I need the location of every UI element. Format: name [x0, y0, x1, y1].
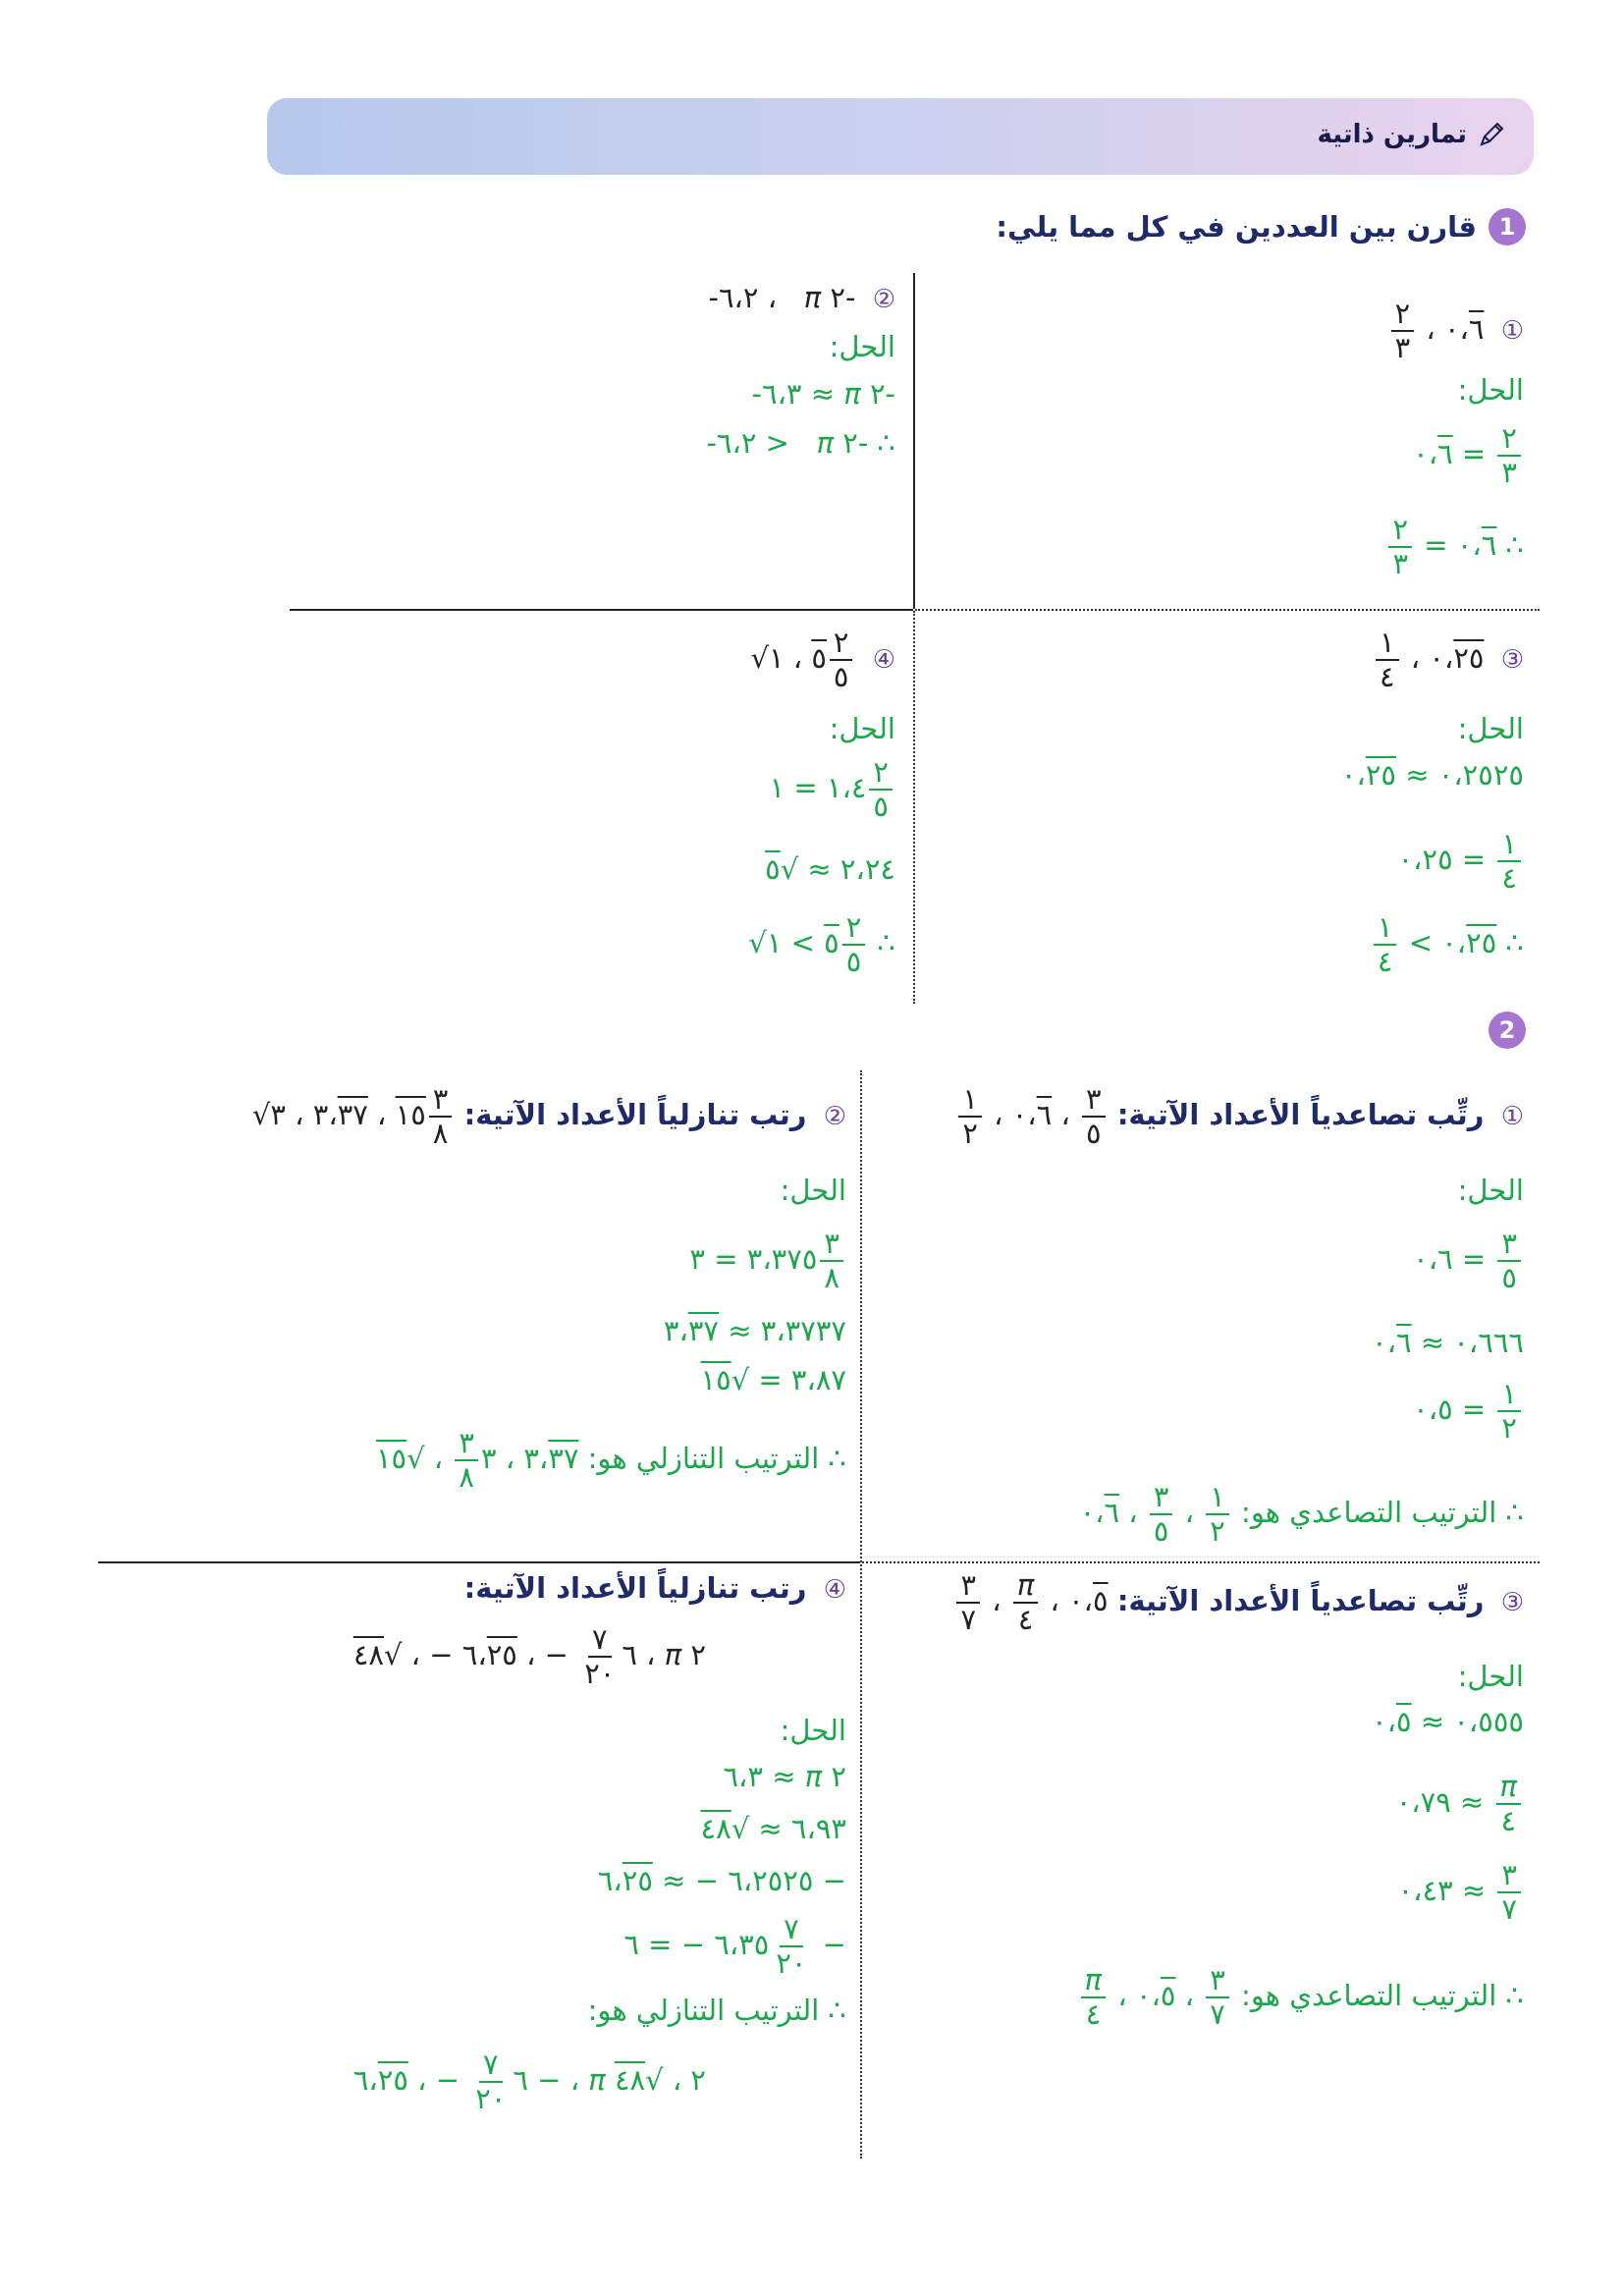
q2-part1-line3: ٠،٥ = $\frac{١}{٢}$: [1413, 1380, 1524, 1443]
q2-part3-result-label: ∴ الترتيب التصاعدي هو:: [1241, 1979, 1524, 2012]
pencil-icon: [1477, 120, 1506, 149]
q1-hline-left: [290, 609, 913, 611]
q2-part2-solution-label: الحل:: [780, 1174, 846, 1207]
q1-part3-solution-label: الحل:: [1457, 712, 1524, 745]
q1-part4-line2: ٢،٢٤ ≈ √٥: [765, 852, 895, 886]
q1-part4-line1: ١،٤ = ١ $\frac{٢}{٥}$: [770, 758, 895, 821]
q1-part1-task-display: $\frac{٢}{٣}$ ، ٠،٦: [1388, 312, 1485, 346]
q2-part3-line3: ٠،٤٣ ≈ $\frac{٣}{٧}$: [1398, 1861, 1524, 1924]
q2-part2-task: ② رتب تنازلياً الأعداد الآتية: √ ١٥ ، ٣،٣٧ ، ٣ $\frac{٣}{٨}$: [243, 1082, 846, 1150]
q2-part3-result: ∴ الترتيب التصاعدي هو: $\frac{\pi}{٤}$ ، ٠،٥ ، $\frac{٣}{٧}$: [1078, 1966, 1524, 2029]
q2-part1-line2: ٠،٦٦٦ ≈ ٠،٦: [1372, 1326, 1524, 1359]
q1-title: قارن بين العددين في كل مما يلي:: [996, 210, 1477, 244]
q1-part2-line2: -٦،٢ > π ٢- ∴: [706, 426, 895, 460]
banner-title-text: تمارين ذاتية: [1317, 120, 1467, 149]
q2-part1-result: ∴ الترتيب التصاعدي هو: ٠،٦ ، $\frac{٣}{٥}$ ، $\frac{١}{٢}$: [1079, 1480, 1524, 1548]
q1-part4-solution-label: الحل:: [829, 712, 895, 745]
q2-part2-line1: ٣،٣٧٥ = ٣ $\frac{٣}{٨}$: [689, 1230, 846, 1292]
q2-part2-result-label: ∴ الترتيب التنازلي هو:: [587, 1442, 846, 1475]
q2-part1-task: ① رتِّب تصاعدياً الأعداد الآتية: $\frac{١}{٢}$ ، ٠،٦ ، $\frac{٣}{٥}$: [947, 1085, 1524, 1148]
q2-vline: [860, 1070, 862, 2159]
q2-part4-task: ٦ $\frac{٧}{٢٠}$ − ، ٦،٢٥ − ، √٤٨ ، π ٢: [352, 1622, 706, 1690]
q1-part1-solution-label: الحل:: [1457, 373, 1524, 407]
q2-part4-marker: ④: [823, 1575, 846, 1605]
q1-part2-marker: ②: [872, 285, 895, 314]
q2-part4-solution-label: الحل:: [780, 1714, 846, 1747]
q1-part1-line1: ٠،٦ = $\frac{٢}{٣}$: [1413, 424, 1524, 487]
q2-part2-line3: ٣،٨٧ = √١٥: [700, 1363, 846, 1396]
q2-number: 2: [1489, 1011, 1526, 1049]
q2-part4-line3: ٦،٢٥٢٥ − ≈ ٦،٢٥ −: [597, 1864, 846, 1897]
section-banner: [267, 98, 1534, 175]
q2-part4-line4: ٦،٣٥ − = ٦ $\frac{٧}{٢٠}$ −: [623, 1912, 846, 1980]
q2-part3-task: ③ رتِّب تصاعدياً الأعداد الآتية: $\frac{٣}{٧}$ ، $\frac{\pi}{٤}$ ، ٠،٥: [945, 1571, 1524, 1634]
q2-part1-title: رتِّب تصاعدياً الأعداد الآتية:: [1116, 1098, 1485, 1131]
q2-hline-left: [98, 1561, 860, 1563]
q1-part2-solution-label: الحل:: [829, 330, 895, 363]
q2-part4-result-label: ∴ الترتيب التنازلي هو:: [587, 1994, 846, 2027]
q1-part3-marker: ③: [1500, 645, 1524, 675]
q1-hline-right: [915, 609, 1540, 611]
q2-part1-line1: ٠،٦ = $\frac{٣}{٥}$: [1413, 1230, 1524, 1292]
banner-title: [1317, 120, 1506, 149]
q2-hline-right: [862, 1561, 1540, 1563]
q1-part1-marker: ①: [1500, 316, 1524, 346]
q1-part2-task: ② -٦،٢ ، π ٢-: [708, 281, 895, 314]
q2-part3-line1: ٠،٥٥٥ ≈ ٠،٥: [1372, 1705, 1524, 1738]
q2-header: [1489, 1011, 1526, 1049]
q1-part3-line1: ٠،٢٥٢٥ ≈ ٠،٢٥: [1340, 758, 1524, 792]
q2-part3-solution-label: الحل:: [1457, 1660, 1524, 1693]
q2-part3-marker: ③: [1500, 1588, 1524, 1617]
q2-part1-solution-label: الحل:: [1457, 1174, 1524, 1207]
q2-part2-result: ∴ الترتيب التنازلي هو: ٣،٣٧ ، ٣ $\frac{٣}{٨}$ ، √١٥: [375, 1426, 846, 1494]
q1-part4-line3: √ ٥ > ١ $\frac{٢}{٥}$ ∴: [748, 910, 895, 978]
q1-part3-line3: $\frac{١}{٤}$ < ٠،٢٥ ∴: [1371, 913, 1524, 976]
q2-part4-result: ٦ $\frac{٧}{٢٠}$ − ، ٦،٢٥ − ، π ٢ ، √٤٨: [352, 2048, 706, 2115]
q1-part1-line2: $\frac{٢}{٣}$ = ٠،٦ ∴: [1385, 516, 1524, 578]
q1-part2-line1: -٦،٣ ≈ π ٢-: [751, 377, 895, 410]
q1-vline-bottom: [913, 611, 915, 1004]
q1-part4-task: ④ √ ٥ ، ١ $\frac{٢}{٥}$: [750, 626, 895, 693]
q1-part1-task: [1388, 297, 1524, 364]
q1-header: [996, 208, 1526, 246]
q2-part4-task-title: [464, 1571, 846, 1605]
q2-part4-line1: ٦،٣ ≈ π ٢: [723, 1760, 846, 1793]
q1-part4-marker: ④: [872, 645, 895, 675]
q2-part1-marker: ①: [1500, 1102, 1524, 1131]
q1-part3-task: ③ $\frac{١}{٤}$ ، ٠،٢٥: [1373, 629, 1524, 691]
q2-part2-line2: ٣،٣٧٣٧ ≈ ٣،٣٧: [663, 1314, 846, 1347]
q2-part4-line2: ٦،٩٣ ≈ √٤٨: [700, 1812, 846, 1845]
q2-part2-marker: ②: [823, 1102, 846, 1131]
q2-part1-result-label: ∴ الترتيب التصاعدي هو:: [1241, 1496, 1524, 1529]
q2-part2-title: رتب تنازلياً الأعداد الآتية:: [463, 1098, 807, 1131]
q1-number: 1: [1489, 208, 1526, 246]
q2-part3-title: رتِّب تصاعدياً الأعداد الآتية:: [1116, 1584, 1485, 1617]
q1-vline-top: [913, 273, 915, 609]
q1-part3-line2: ٠،٢٥ = $\frac{١}{٤}$: [1398, 830, 1524, 893]
q2-part3-line2: ٠،٧٩ ≈ $\frac{\pi}{٤}$: [1396, 1773, 1524, 1835]
q2-part4-title: رتب تنازلياً الأعداد الآتية:: [463, 1571, 807, 1605]
